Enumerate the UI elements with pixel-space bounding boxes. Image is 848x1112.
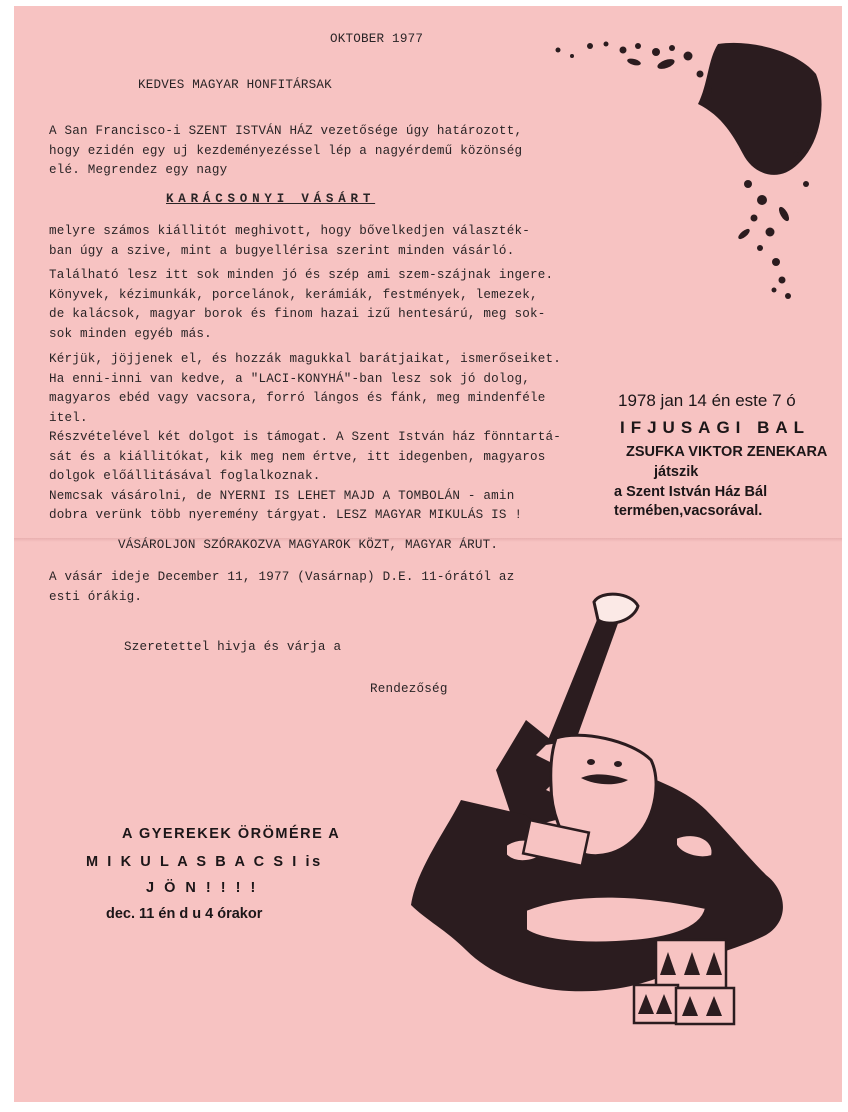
text-line: dolgok előállitásával foglalkoznak. — [49, 469, 321, 483]
text-line: Könyvek, kézimunkák, porcelánok, kerámiák, festmények, lemezek, — [49, 287, 538, 302]
ball-room: termében,vacsorával. — [614, 503, 763, 519]
text-line: magyaros ebéd vagy vacsora, forró lángos és fánk, meg mindenféle — [49, 391, 546, 405]
ball-venue: a Szent István Ház Bál — [614, 484, 768, 500]
paragraph-2 — [49, 266, 569, 344]
greeting: KEDVES MAGYAR HONFITÁRSAK — [138, 78, 332, 92]
ball-band: ZSUFKA VIKTOR ZENEKARA — [626, 444, 828, 460]
text-line: esti órákig. — [49, 589, 143, 604]
paragraph-3 — [49, 350, 569, 526]
organizer-signature: Rendezőség — [370, 682, 448, 696]
ball-date: 1978 jan 14 én este 7 ó — [618, 391, 796, 410]
text-line: Található lesz itt sok minden jó és szép ami szem-szájnak ingere. — [49, 268, 554, 282]
text-line: Ha enni-inni van kedve, a "LACI-KONYHÁ"-ban lesz sok jó dolog, — [49, 371, 530, 386]
ball-plays: játszik — [654, 464, 699, 480]
text-line: elé. Megrendez egy nagy — [49, 163, 228, 177]
text-line: melyre számos kiállitót meghivott, hogy bővelkedjen választék- — [49, 224, 530, 238]
kids-line-3: J Ö N ! ! ! ! — [146, 880, 259, 896]
ball-title: IFJUSAGI BAL — [620, 418, 811, 437]
text-line: Nemcsak vásárolni, de NYERNI IS LEHET MAJD A TOMBOLÁN - amin — [49, 488, 515, 503]
slogan: VÁSÁROLJON SZÓRAKOZVA MAGYAROK KÖZT, MAGYAR ÁRUT. — [118, 538, 499, 552]
text-line: A San Francisco-i SZENT ISTVÁN HÁZ vezetősége úgy határozott, — [49, 124, 523, 138]
kids-line-2: M I K U L A S B A C S I is — [86, 854, 323, 870]
text-line: dobra verünk több nyeremény tárgyat. LESZ MAGYAR MIKULÁS IS ! — [49, 508, 523, 522]
text-line: hogy ezidén egy uj kezdeményezéssel lép a nagyérdemű közönség — [49, 143, 523, 158]
invitation-line: Szeretettel hivja és várja a — [124, 640, 342, 654]
text-line: ban úgy a szive, mint a bugyellérisa szerint minden vásárló. — [49, 243, 515, 258]
kids-line-4: dec. 11 én d u 4 órakor — [106, 906, 263, 922]
text-line: itel. — [49, 410, 88, 425]
headline: KARÁCSONYI VÁSÁRT — [166, 192, 376, 206]
text-line: de kalácsok, magyar borok és finom hazai izű hentesárú, meg sok- — [49, 307, 546, 321]
text-line: A vásár ideje December 11, 1977 (Vasárnap) D.E. 11-órától az — [49, 570, 515, 584]
text-line: sok minden egyéb más. — [49, 326, 212, 341]
text-line: sát és a kiállitókat, kik meg nem értve, itt idegenben, magyaros — [49, 449, 546, 464]
text-line: Kérjük, jöjjenek el, és hozzák magukkal barátjaikat, ismerőseiket. — [49, 352, 561, 366]
date-line: OKTOBER 1977 — [330, 32, 424, 46]
kids-line-1: A GYEREKEK ÖRÖMÉRE A — [122, 826, 341, 842]
santa-claus-illustration-icon — [406, 590, 796, 1028]
intro-paragraph — [49, 122, 569, 181]
text-line: Részvételével két dolgot is támogat. A Szent István ház fönntartá- — [49, 430, 561, 444]
holly-corner-ornament-icon — [548, 34, 838, 314]
paragraph-1 — [49, 222, 569, 261]
